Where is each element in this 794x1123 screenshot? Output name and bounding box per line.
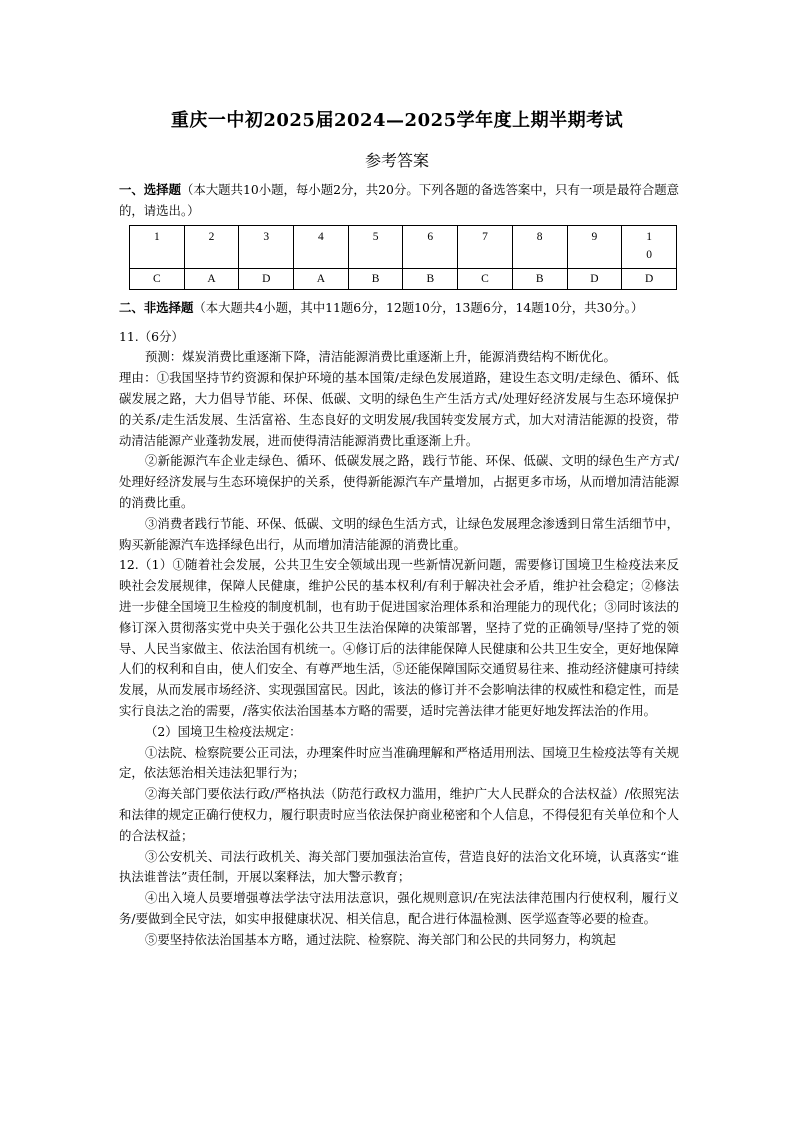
section1-desc: （本大题共10小题，每小题2分，共20分。下列各题的备选答案中，只有一项是最符合题意的，请选出。） <box>119 182 680 218</box>
section1-intro <box>119 180 679 222</box>
question-number: 1 <box>130 225 185 268</box>
question-number-row <box>130 225 677 268</box>
q12-point-2: ②海关部门要依法行政/严格执法（防范行政权力滥用，维护广大人民群众的合法权益）/依照宪法和法律的规定正确行使权力，履行职责时应当依法保护商业秘密和个人信息，不得侵犯有关单位和个人的合法权益； <box>119 786 679 843</box>
q12-point-4: ④出入境人员要增强尊法学法守法用法意识，强化规则意识/在宪法法律范围内行使权利，履行义务/要做到全民守法，如实申报健康状况、相关信息，配合进行体温检测、医学巡查等必要的检查。 <box>119 890 679 926</box>
answer-cell: A <box>184 268 239 289</box>
q12-point-1: ①法院、检察院要公正司法，办理案件时应当准确理解和严格适用刑法、国境卫生检疫法等有关规定，依法惩治相关违法犯罪行为； <box>119 744 679 781</box>
section2-intro <box>119 295 679 321</box>
question-number: 4 <box>294 225 349 268</box>
question-number: 3 <box>239 225 294 268</box>
question-number: 6 <box>403 225 458 268</box>
page-subtitle: 参考答案 <box>364 151 429 170</box>
question-number-10 <box>622 225 677 268</box>
document-body <box>119 180 679 951</box>
q12-part1: 12.（1）①随着社会发展，公共卫生安全领域出现一些新情况新问题，需要修订国境卫生检疫法来反映社会发展规律，保障人民健康，维护公民的基本权利/有利于解决社会矛盾，维护社会稳定；②修法进一步健全国境卫生检疫的制度机制，也有助于促进国家治理体系和治理能力的现代化；③同时该法的修订深入贯彻落实党中央关于强化公共卫生法治保障的决策部署，坚持了党的正确领导/坚持了党的领导、人民当家做主、依法治国有机统一。④修订后的法律能保障人民健康和公共卫生安全，更好地保障人们的权利和自由，使人们安全、有尊严地生活，⑤还能保障国际交通贸易往来、推动经济健康可持续发展，从而发展市场经济、实现强国富民。因此，该法的修订并不会影响法律的权威性和稳定性，而是实行良法之治的需要，/落实依法治国基本方略的需要，适时完善法律才能更好地发挥法治的作用。 <box>119 557 679 718</box>
answer-cell: D <box>239 268 294 289</box>
q12-part2-heading: （2）国境卫生检疫法规定： <box>145 723 302 739</box>
section1-heading: 一、选择题 <box>119 182 181 197</box>
question-number: 5 <box>348 225 403 268</box>
q11-reason-3: ③消费者践行节能、环保、低碳、文明的绿色生活方式，让绿色发展理念渗透到日常生活细节中，购买新能源汽车选择绿色出行，从而增加清洁能源的消费比重。 <box>119 515 679 552</box>
q11-heading: 11.（6分） <box>119 328 184 344</box>
q11-prediction: 预测：煤炭消费比重逐渐下降，清洁能源消费比重逐渐上升，能源消费结构不断优化。 <box>145 349 616 365</box>
section2-desc: （本大题共4小题，其中11题6分，12题10分，13题6分，14题10分，共30分。） <box>193 299 644 315</box>
answer-cell: B <box>348 268 403 289</box>
question-number-10-second: 0 <box>646 248 652 261</box>
answer-cell: D <box>567 268 622 289</box>
answer-cell: D <box>622 268 677 289</box>
question-number: 7 <box>458 225 513 268</box>
q12-point-5: ⑤要坚持依法治国基本方略，通过法院、检察院、海关部门和公民的共同努力，构筑起 <box>145 931 616 947</box>
answer-cell: A <box>294 268 349 289</box>
answer-cell: B <box>403 268 458 289</box>
question-number-10-first: 1 <box>646 230 652 243</box>
answer-table <box>129 225 677 290</box>
q12-point-3: ③公安机关、司法行政机关、海关部门要加强法治宣传，营造良好的法治文化环境，认真落实“谁执法谁普法”责任制，开展以案释法，加大警示教育； <box>119 848 679 885</box>
q11-reason-1: 理由：①我国坚持节约资源和保护环境的基本国策/走绿色发展道路，建设生态文明/走绿色、循环、低碳发展之路，大力倡导节能、环保、低碳、文明的绿色生产生活方式/处理好经济发展与生态环境保护的关系/走生活发展、生活富裕、生态良好的文明发展/我国转变发展方式，加大对清洁能源的投资，带动清洁能源产业蓬勃发展，进而使得清洁能源消费比重逐渐上升。 <box>119 370 679 448</box>
q11-reason-2: ②新能源汽车企业走绿色、循环、低碳发展之路，践行节能、环保、低碳、文明的绿色生产方式/处理好经济发展与生态环境保护的关系，使得新能源汽车产量增加，占据更多市场，从而增加清洁能源的消费比重。 <box>119 453 679 510</box>
answer-cell: C <box>130 268 185 289</box>
section2-heading: 二、非选择题 <box>119 299 194 315</box>
question-number: 9 <box>567 225 622 268</box>
question-number: 8 <box>512 225 567 268</box>
answer-row <box>130 268 677 289</box>
answer-cell: C <box>458 268 513 289</box>
answer-cell: B <box>512 268 567 289</box>
page-title: 重庆一中初2025届2024—2025学年度上期半期考试 <box>170 110 624 131</box>
question-number: 2 <box>184 225 239 268</box>
